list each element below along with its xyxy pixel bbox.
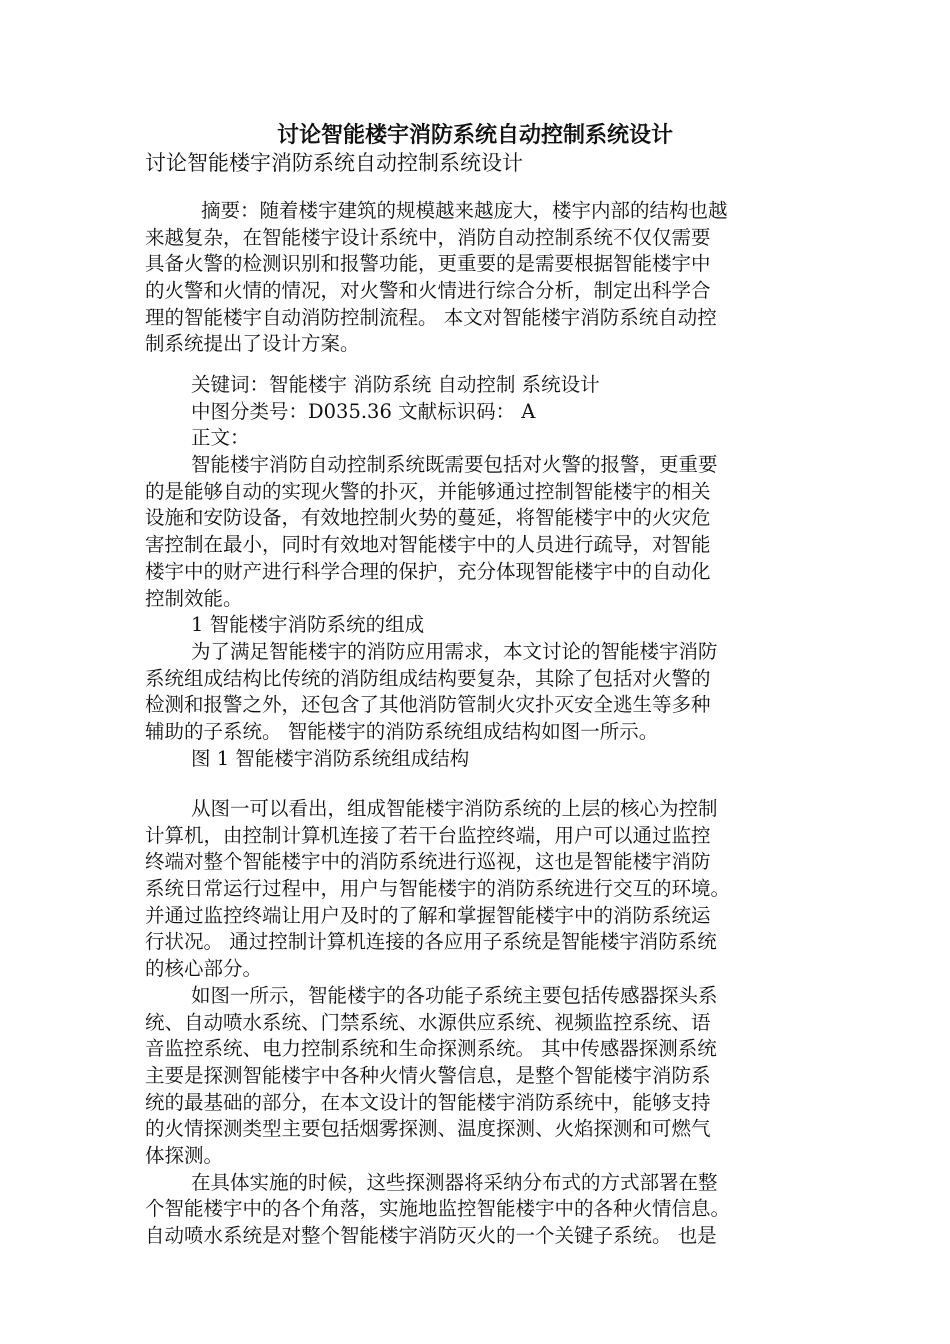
text-line: 主要是探测智能楼宇中各种火情火警信息，是整个智能楼宇消防系 — [145, 1063, 711, 1087]
section-heading: 1 智能楼宇消防系统的组成 — [191, 613, 425, 637]
figure-caption-block — [145, 746, 805, 773]
text-line: 摘要：随着楼宇建筑的规模越来越庞大，楼宇内部的结构也越 — [201, 199, 728, 222]
text-line: 音监控系统、电力控制系统和生命探测系统。 其中传感器探测系统 — [145, 1037, 717, 1061]
text-line: 辅助的子系统。 智能楼宇的消防系统组成结构如图一所示。 — [145, 719, 659, 743]
body-heading: 正文： — [191, 426, 250, 450]
text-line: 楼宇中的财产进行科学合理的保护，充分体现智能楼宇中的自动化 — [145, 559, 711, 583]
text-line: 的火警和火情的情况，对火警和火情进行综合分析，制定出科学合 — [145, 279, 711, 303]
text-line: 智能楼宇消防自动控制系统既需要包括对火警的报警，更重要 — [191, 453, 718, 477]
text-line: 终端对整个智能楼宇中的消防系统进行巡视，这也是智能楼宇消防 — [145, 850, 711, 874]
text-line: 具备火警的检测识别和报警功能，更重要的是需要根据智能楼宇中 — [145, 252, 711, 276]
text-line: 自动喷水系统是对整个智能楼宇消防灭火的一个关键子系统。 也是 — [145, 1224, 717, 1247]
text-line: 理的智能楼宇自动消防控制流程。 本文对智能楼宇消防系统自动控 — [145, 305, 717, 329]
text-line: 统、自动喷水系统、门禁系统、水源供应系统、视频监控系统、语 — [145, 1010, 711, 1034]
text-line: 统的最基础的部分，在本文设计的智能楼宇消防系统中，能够支持 — [145, 1090, 711, 1114]
text-line: 计算机，由控制计算机连接了若干台监控终端，用户可以通过监控 — [145, 823, 711, 847]
figure-caption: 图 1 智能楼宇消防系统组成结构 — [191, 747, 470, 770]
main-text — [145, 372, 805, 746]
text-line: 来越复杂，在智能楼宇设计系统中，消防自动控制系统不仅仅需要 — [145, 225, 711, 249]
text-line: 害控制在最小，同时有效地对智能楼宇中的人员进行疏导，对智能 — [145, 533, 711, 557]
document-subtitle: 讨论智能楼宇消防系统自动控制系统设计 — [145, 151, 523, 175]
text-line: 并通过监控终端让用户及时的了解和掌握智能楼宇中的消防系统运 — [145, 903, 711, 927]
text-line: 行状况。 通过控制计算机连接的各应用子系统是智能楼宇消防系统 — [145, 930, 717, 954]
analysis-text — [145, 796, 805, 1250]
text-line: 的火情探测类型主要包括烟雾探测、温度探测、火焰探测和可燃气 — [145, 1117, 711, 1141]
text-line: 如图一所示，智能楼宇的各功能子系统主要包括传感器探头系 — [191, 983, 718, 1007]
abstract-paragraph — [145, 198, 805, 358]
text-line: 系统日常运行过程中，用户与智能楼宇的消防系统进行交互的环境。 — [145, 877, 731, 901]
text-line: 个智能楼宇中的各个角落，实施地监控智能楼宇中的各种火情信息。 — [145, 1197, 731, 1221]
text-line: 的核心部分。 — [145, 957, 263, 981]
text-line: 为了满足智能楼宇的消防应用需求，本文讨论的智能楼宇消防 — [191, 639, 718, 663]
text-line: 在具体实施的时候，这些探测器将采纳分布式的方式部署在整 — [191, 1170, 718, 1194]
text-line: 检测和报警之外，还包含了其他消防管制火灾扑灭安全逃生等多种 — [145, 693, 711, 717]
text-line: 设施和安防设备，有效地控制火势的蔓延，将智能楼宇中的火灾危 — [145, 506, 711, 530]
document-title: 讨论智能楼宇消防系统自动控制系统设计 — [276, 122, 673, 148]
text-line: 从图一可以看出，组成智能楼宇消防系统的上层的核心为控制 — [191, 797, 718, 820]
text-line: 体探测。 — [145, 1143, 224, 1167]
text-line: 的是能够自动的实现火警的扑灭，并能够通过控制智能楼宇的相关 — [145, 479, 711, 503]
text-line: 制系统提出了设计方案。 — [145, 332, 360, 356]
keywords-line: 关键词：智能楼宇 消防系统 自动控制 系统设计 — [191, 373, 600, 396]
text-line: 系统组成结构比传统的消防组成结构要复杂，其除了包括对火警的 — [145, 666, 711, 690]
text-line: 控制效能。 — [145, 586, 243, 610]
classification-line: 中图分类号：D035.36 文献标识码： A — [191, 399, 536, 423]
